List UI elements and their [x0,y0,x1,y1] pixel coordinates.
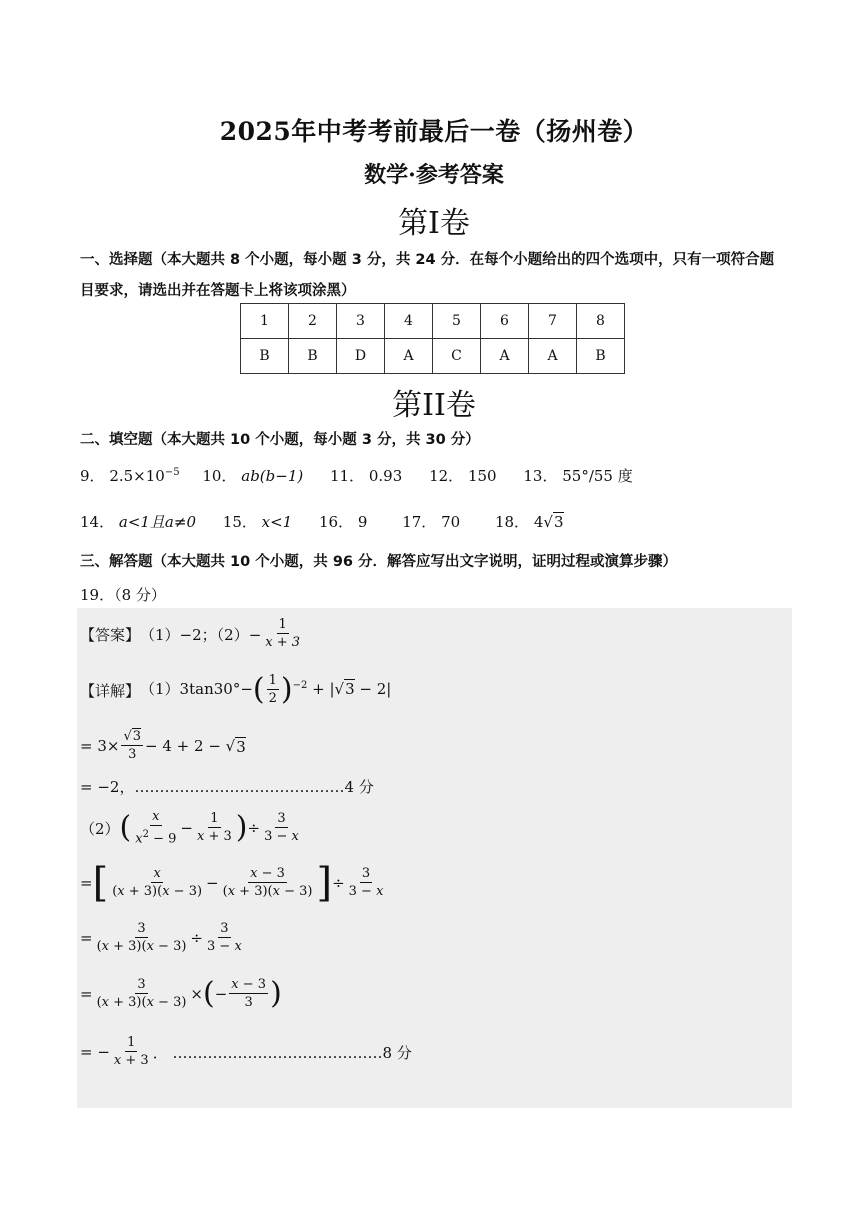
q15-label: 15． [222,513,257,531]
step-4: = $\frac{3}{(x + 3)(x - 3)}$ ÷ $\frac{3}{3 - x}$ [80,921,242,954]
section3-instructions: 三、解答题（本大题共 10 个小题，共 96 分．解答应写出文字说明，证明过程或演算步骤） [80,554,678,570]
table-cell: A [385,339,433,374]
table-cell: 1 [241,304,289,339]
step-6: = − $\frac{1}{x + 3}$ ． ……………………………………8 分 [80,1035,412,1068]
expr-2: （2） ( $\frac{x}{x^2 - 9}$ − $\frac{1}{x + 3}$ ) ÷ $\frac{3}{3 - x}$ [80,808,299,847]
q11-label: 11． [330,467,365,485]
q9-exponent: −5 [164,467,180,478]
q10-answer: ab(b−1) [241,467,304,485]
q18-answer: 4√3 [533,513,564,531]
q13-answer: 55°/55 度 [562,467,633,485]
table-cell: B [289,339,337,374]
step-3: = [ $\frac{x}{(x + 3)(x - 3)}$ − $\frac{x - 3}{(x + 3)(x - 3)}$ ] ÷ $\frac{3}{3 - x}$ [80,860,384,906]
q13-label: 13． [523,467,558,485]
section2-instructions: 二、填空题（本大题共 10 个小题，每小题 3 分，共 30 分） [80,432,480,448]
q14-answer: a<1且a≠0 [118,513,196,531]
detail-label: 【详解】 [80,681,141,700]
expr-1: （1）3tan30°−( $\frac{1}{2}$ )$^{-2}$ + |√3 − 2| [140,672,392,707]
table-cell: D [337,339,385,374]
fill-answers-row2 [80,511,564,532]
step-1: = 3× $\frac{√3}{3}$ − 4 + 2 − √ 3 [80,729,246,762]
q18-label: 18． [494,513,530,531]
table-cell: 5 [433,304,481,339]
q12-answer: 150 [467,467,497,485]
q14-label: 14． [80,513,115,531]
q11-answer: 0.93 [368,467,403,485]
q16-answer: 9 [357,513,368,531]
table-row-answers [241,339,625,374]
answer-fraction: $\frac{1}{x + 3}$ [265,617,301,650]
q18-coefficient: 4 [533,513,544,531]
fill-answers-row1 [80,465,633,486]
detail-line [80,668,391,712]
table-cell: A [529,339,577,374]
part-two-heading: 第II卷 [392,388,476,423]
q9-label: 9． [80,467,105,485]
table-cell: 7 [529,304,577,339]
table-cell: 8 [577,304,625,339]
q12-label: 12． [429,467,464,485]
table-cell: A [481,339,529,374]
q17-answer: 70 [441,513,461,531]
q17-label: 17． [402,513,437,531]
part-one-heading: 第I卷 [398,206,470,241]
answer-part1: （1）−2；（2）− [140,625,262,644]
q16-label: 16． [319,513,354,531]
q19-label: 19．（8 分） [80,586,166,604]
step-2: = −2，……………………………………4 分 [80,778,374,796]
table-cell: 6 [481,304,529,339]
answer-label: 【答案】 [80,625,141,644]
answer-line [80,614,304,654]
table-cell: 3 [337,304,385,339]
q18-radicand: 3 [553,513,564,531]
step-5: = $\frac{3}{(x + 3)(x - 3)}$ × ( − $\frac{x - 3}{3}$ ) [80,976,282,1011]
q15-answer: x<1 [261,513,293,531]
table-cell: C [433,339,481,374]
document-title: 2025年中考考前最后一卷（扬州卷） [219,117,649,146]
table-cell: B [577,339,625,374]
section1-instructions-line2: 目要求，请选出并在答题卡上将该项涂黑） [80,283,356,299]
score-8: ……………………………………8 分 [172,1043,412,1062]
choice-answer-table [240,303,625,374]
table-row-numbers [241,304,625,339]
score-4: ……………………………………4 分 [134,778,374,796]
q10-label: 10． [202,467,237,485]
table-cell: 4 [385,304,433,339]
q9-answer: 2.5×10 [109,467,165,485]
table-cell: B [241,339,289,374]
document-subtitle: 数学·参考答案 [364,162,504,188]
table-cell: 2 [289,304,337,339]
section1-instructions-line1: 一、选择题（本大题共 8 个小题，每小题 3 分，共 24 分．在每个小题给出的四个选项中，只有一项符合题 [80,252,775,268]
